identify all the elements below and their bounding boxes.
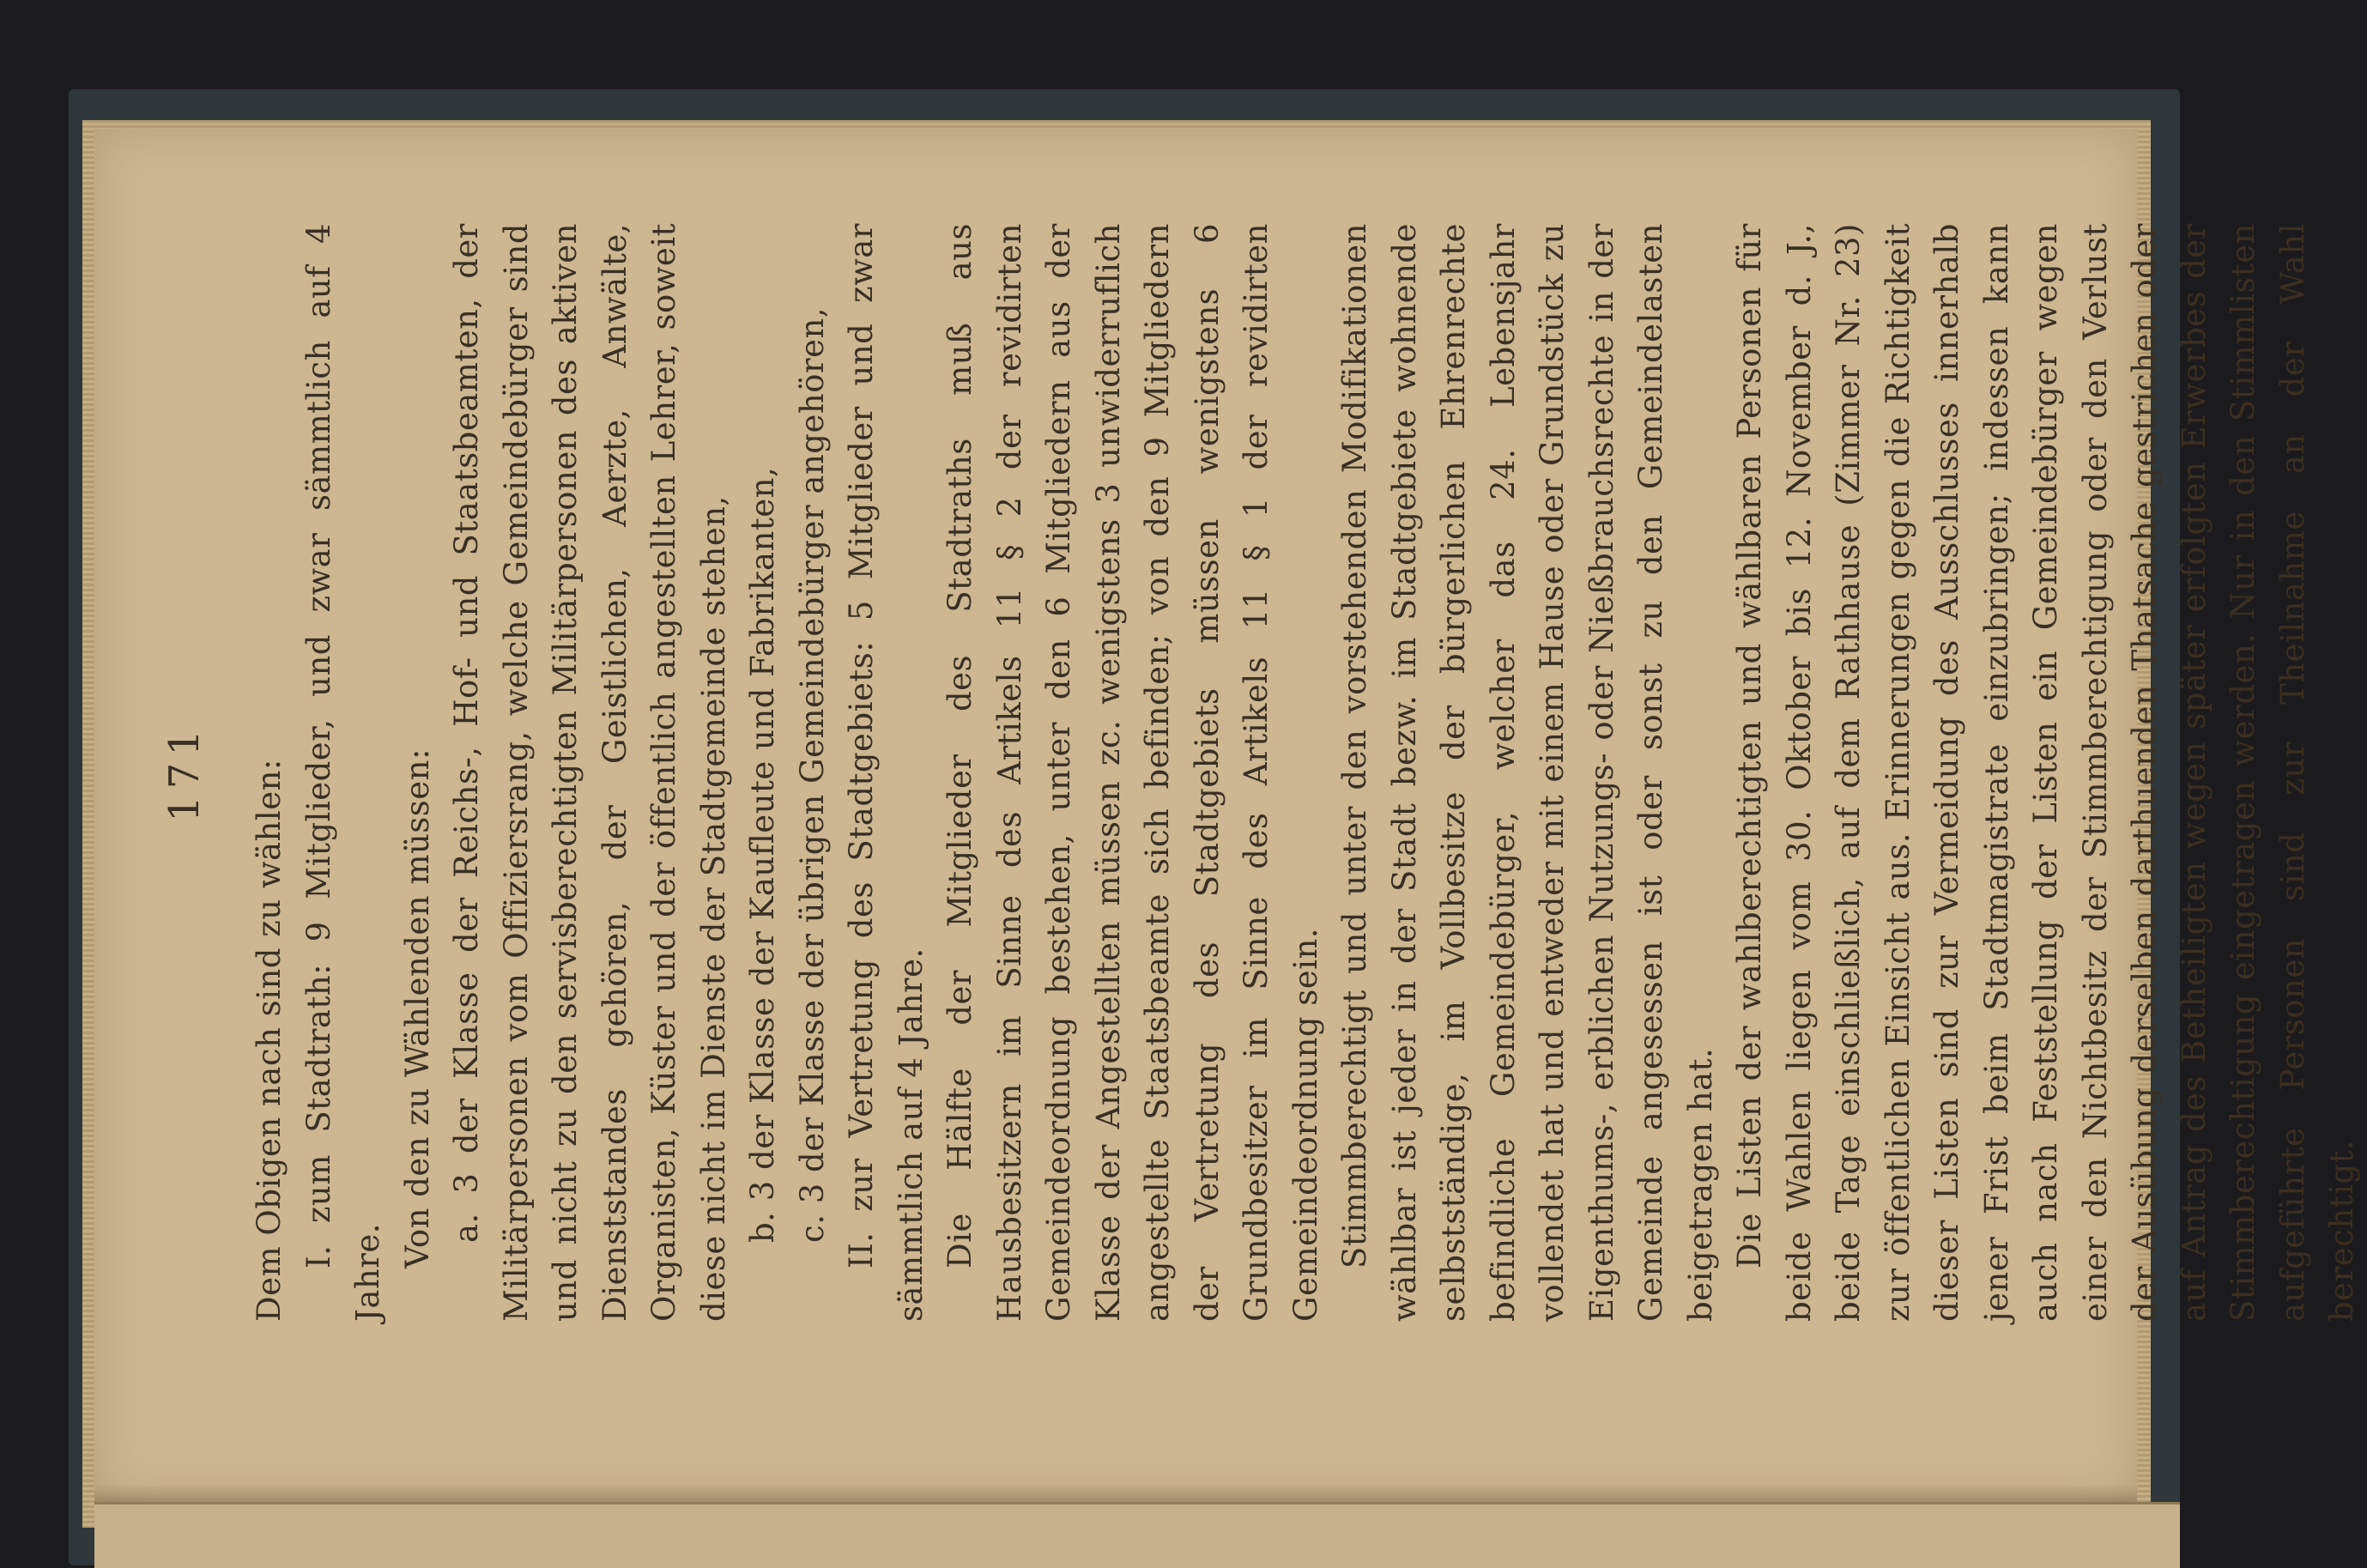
rotated-text-block (159, 189, 2360, 1356)
page-number: 171 (160, 723, 209, 822)
paragraph-item-a: a. 3 der Klasse der Reichs-, Hof- und Staatsbeamten, der Militärpersonen vom Offiziersrang, welche Gemeindebürger sind und nicht zu den servisberechtigten Militärpersonen des aktiven Dienststandes gehören, der Geistlichen, Aerzte, Anwälte, Organisten, Küster und der öffentlich angestellten Lehrer, soweit diese nicht im Dienste der Stadtgemeinde stehen, (448, 223, 732, 1322)
paragraph-von-den-zu-waehlenden: Von den zu Wählenden müssen: (398, 748, 436, 1268)
paragraph-stimmberechtigt: Stimmberechtigt und unter den vorstehenden Modifikationen wählbar ist jeder in der Stadt bezw. im Stadtgebiete wohnende selbstständige, im Vollbesitze der bürgerlichen Ehrenrechte befindliche Gemeindebürger, welcher das 24. Lebensjahr vollendet hat und entweder mit einem Hause oder Grundstück zu Eigenthums-, erblichen Nutzungs- oder Nießbrauchsrechte in der Gemeinde angesessen ist oder sonst zu den Gemeindelasten beigetragen hat. (1336, 223, 1719, 1322)
paragraph-stadtrath: I. zum Stadtrath: 9 Mitglieder, und zwar sämmtlich auf 4 Jahre. (300, 223, 386, 1322)
facing-page-edge (94, 1502, 2180, 1568)
paragraph-intro: Dem Obigen nach sind zu wählen: (251, 759, 288, 1322)
paragraph-item-c: c. 3 der Klasse der übrigen Gemeindebürger angehören, (793, 306, 831, 1243)
paragraph-item-b: b. 3 der Klasse der Kaufleute und Fabrikanten, (744, 466, 781, 1243)
paragraph-stadtgebiet: II. zur Vertretung des Stadtgebiets: 5 Mitglieder und zwar sämmtlich auf 4 Jahre. (843, 223, 929, 1322)
paragraph-listen: Die Listen der wahlberechtigten und wählbaren Personen für beide Wahlen liegen vom 30. Oktober bis 12. November d. J., beide Tage einschließlich, auf dem Rathhause (Zimmer Nr. 23) zur öffentlichen Einsicht aus. Erinnerungen gegen die Richtigkeit dieser Listen sind zur Vermeidung des Ausschlusses innerhalb jener Frist beim Stadtmagistrate einzubringen; indessen kann auch nach Feststellung der Listen ein Gemeindebürger wegen einer den Nichtbesitz der Stimmberechtigung oder den Verlust der Ausübung derselben darthuenden Thatsache gestrichen oder auf Antrag des Betheiligten wegen später erfolgten Erwerbes der Stimmberechtigung eingetragen werden. Nur in den Stimmlisten aufgeführte Personen sind zur Theilnahme an der Wahl berechtigt. (1731, 223, 2360, 1322)
page-content (159, 189, 2360, 1356)
paragraph-haelfte: Die Hälfte der Mitglieder des Stadtraths muß aus Hausbesitzern im Sinne des Artikels 11 § 2 der revidirten Gemeindeordnung bestehen, unter den 6 Mitgliedern aus der Klasse der Angestellten müssen zc. wenigstens 3 unwiderruflich angestellte Staatsbeamte sich befinden; von den 9 Mitgliedern der Vertretung des Stadtgebiets müssen wenigstens 6 Grundbesitzer im Sinne des Artikels 11 § 1 der revidirten Gemeindeordnung sein. (941, 223, 1324, 1322)
